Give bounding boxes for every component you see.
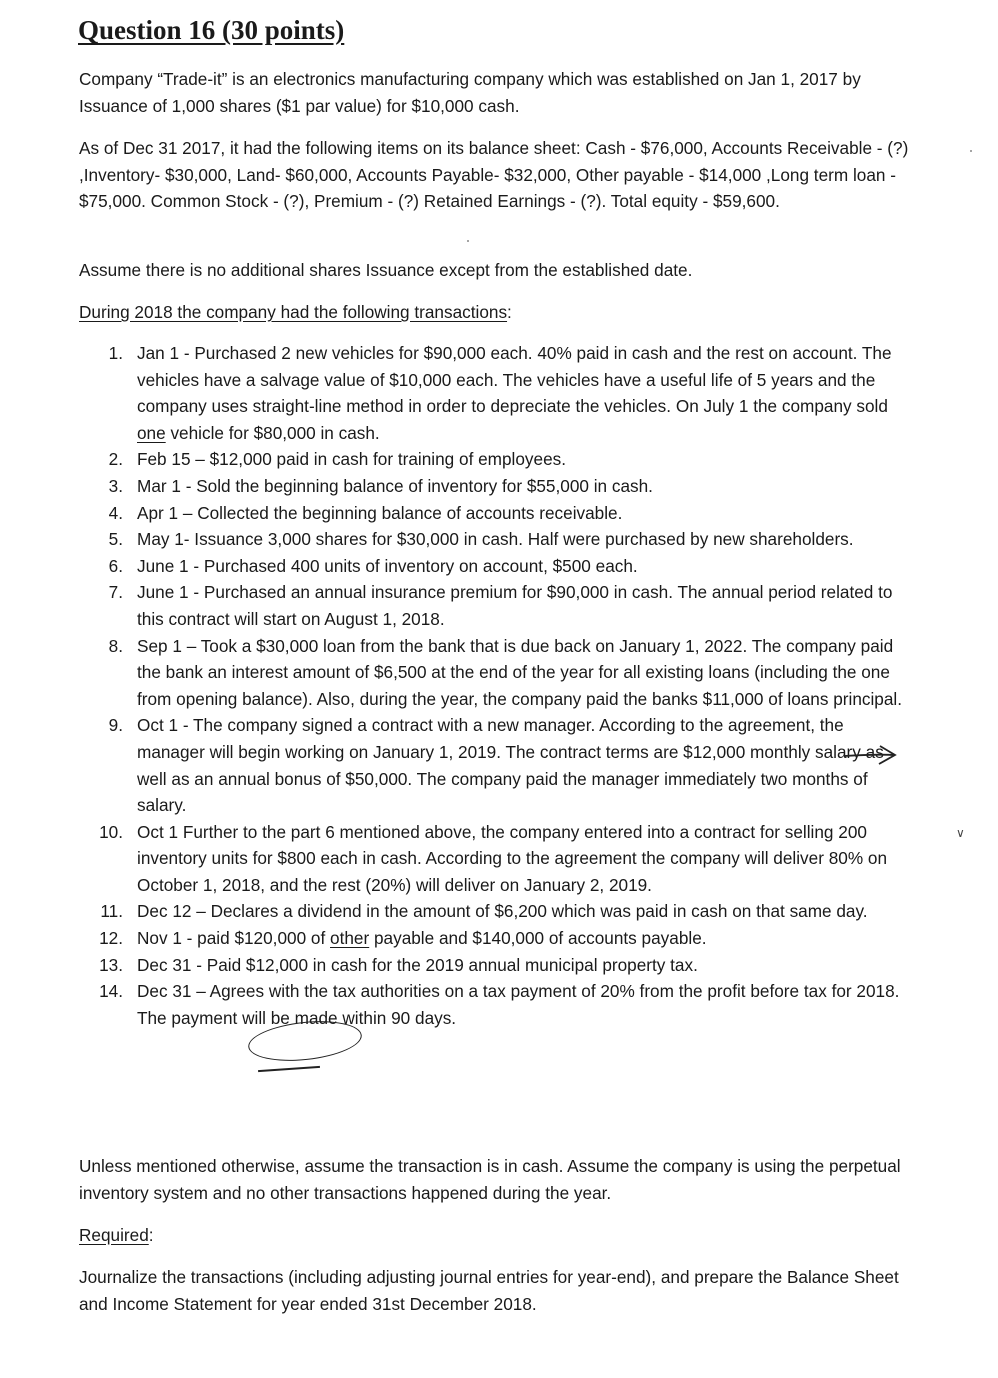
transaction-item (79, 526, 909, 553)
transaction-underlined-word: one (137, 422, 166, 443)
transaction-text: Dec 31 - Paid $12,000 in cash for the 2019 annual municipal property tax. (137, 954, 698, 975)
transaction-number: 6. (108, 555, 123, 576)
transaction-text: May 1- Issuance 3,000 shares for $30,000 in cash. Half were purchased by new shareholders. (137, 529, 854, 550)
transactions-heading (79, 299, 909, 326)
transaction-text: Dec 12 – Declares a dividend in the amount of $6,200 which was paid in cash on that same day. (137, 901, 868, 922)
transaction-text: Feb 15 – $12,000 paid in cash for training of employees. (137, 449, 567, 470)
transaction-number: 1. (108, 343, 123, 363)
intro-paragraph-1: Company “Trade-it” is an electronics manufacturing company which was established on Jan 1, 2017 by Issuance of 1,000 shares ($1 par value) for $10,000 cash. (79, 69, 861, 116)
transaction-number: 5. (108, 529, 123, 550)
transaction-underlined-word: other (330, 928, 370, 949)
transaction-item (79, 579, 909, 632)
transaction-item (79, 898, 909, 925)
transaction-text: Jan 1 - Purchased 2 new vehicles for $90,000 each. 40% paid in cash and the rest on account. The vehicles have a salvage value of $10,000 each. The vehicles have a useful life of 5 years and the company uses straight-line method in order to depreciate the vehicles. On July 1 the company sold (137, 343, 892, 417)
transaction-number: 11. (100, 901, 123, 922)
transaction-text-continued: payable and $140,000 of accounts payable. (369, 928, 707, 949)
transaction-item (79, 925, 909, 952)
transaction-item (79, 446, 909, 473)
transaction-number: 4. (108, 502, 123, 523)
transaction-number: 7. (108, 582, 123, 603)
transaction-item (79, 633, 909, 713)
transaction-number: 13. (99, 954, 123, 975)
transaction-number: 2. (108, 449, 123, 470)
handwritten-tick-mark: ∨ (956, 826, 965, 840)
transaction-item (79, 553, 909, 580)
question-title: Question 16 (30 points) (78, 15, 345, 45)
transaction-number: 3. (108, 475, 123, 496)
transaction-text: June 1 - Purchased 400 units of inventory on account, $500 each. (137, 555, 638, 576)
speck-mark (970, 150, 972, 152)
required-label: Required (79, 1225, 149, 1245)
transactions-heading-colon: : (507, 302, 512, 322)
transaction-list (79, 340, 909, 1031)
transaction-number: 9. (108, 715, 123, 736)
transaction-text: Sep 1 – Took a $30,000 loan from the bank that is due back on January 1, 2022. The company paid the bank an interest amount of $6,500 at the end of the year for all existing loans (including the one from opening balance). Also, during the year, the company paid the banks $11,000 of loans principal. (137, 635, 903, 709)
transaction-text-continued: vehicle for $80,000 in cash. (165, 422, 380, 443)
intro-paragraph-3: Assume there is no additional shares Issuance except from the established date. (79, 260, 693, 280)
intro-paragraph-2: As of Dec 31 2017, it had the following items on its balance sheet: Cash - $76,000, Accounts Receivable - (?) ,Inventory- $30,000, Land- $60,000, Accounts Payable- $32,000, Other payable - $14,000 ,Long term loan - $75,000. Common Stock - (?), Premium - (?) Retained Earnings - (?). Total equity - $59,600. (79, 138, 909, 212)
transaction-item (79, 819, 909, 899)
transaction-text: June 1 - Purchased an annual insurance premium for $90,000 in cash. The annual period related to this contract will start on August 1, 2018. (137, 582, 893, 629)
handwritten-strikethrough-mark (258, 1066, 320, 1072)
transaction-number: 14. (99, 981, 123, 1002)
transaction-text: Dec 31 – Agrees with the tax authorities on a tax payment of 20% from the profit before tax for 2018. The payment will be made within 90 days. (137, 981, 900, 1028)
speck-mark (467, 240, 469, 242)
transaction-number: 8. (108, 635, 123, 656)
transaction-text: Oct 1 - The company signed a contract with a new manager. According to the agreement, the manager will begin working on January 1, 2019. The contract terms are $12,000 monthly salary as well as an annual bonus of $50,000. The company paid the manager immediately two months of salary. (137, 715, 884, 816)
transaction-text: Oct 1 Further to the part 6 mentioned above, the company entered into a contract for selling 200 inventory units for $800 each in cash. According to the agreement the company will deliver 80% on October 1, 2018, and the rest (20%) will deliver on January 2, 2019. (137, 821, 887, 895)
required-colon: : (148, 1225, 154, 1245)
transaction-item (79, 952, 909, 979)
handwritten-arrow-icon (842, 742, 898, 768)
transaction-item (79, 978, 909, 1031)
transaction-text: Apr 1 – Collected the beginning balance of accounts receivable. (137, 502, 623, 523)
transaction-item (79, 712, 909, 818)
transaction-text: Nov 1 - paid $120,000 of (137, 928, 331, 949)
transaction-item (79, 340, 909, 446)
transaction-number: 12. (99, 928, 123, 949)
transaction-item (79, 500, 909, 527)
required-text: Journalize the transactions (including adjusting journal entries for year-end), and prepare the Balance Sheet and Income Statement for year ended 31st December 2018. (79, 1267, 899, 1314)
transactions-heading-text: During 2018 the company had the following transactions (79, 302, 508, 322)
transaction-number: 10. (99, 821, 123, 842)
transaction-item (79, 473, 909, 500)
transaction-text: Mar 1 - Sold the beginning balance of inventory for $55,000 in cash. (137, 475, 653, 496)
closing-paragraph: Unless mentioned otherwise, assume the transaction is in cash. Assume the company is using the perpetual inventory system and no other transactions happened during the year. (79, 1156, 901, 1203)
required-heading (79, 1222, 909, 1249)
